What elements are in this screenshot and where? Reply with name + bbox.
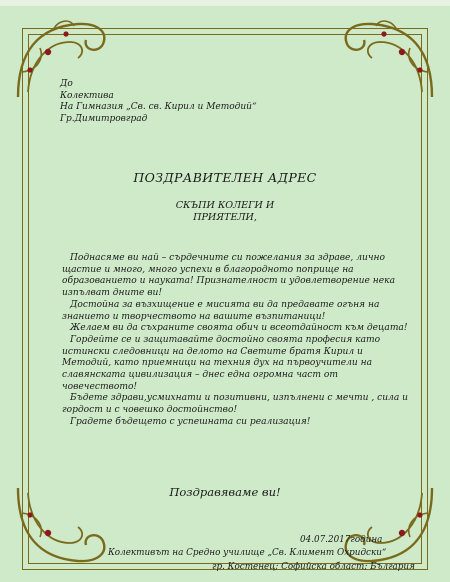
- salutation: [0, 200, 450, 224]
- body-paragraph: Поднасяме ви най – сърдечните си пожелания за здраве, лично щастие и много, много успехи в благородното поприще на образованието и науката! Признателност и удовлетворение нека изпълват дните ви!: [62, 253, 396, 299]
- body-paragraph: Достойна за възхищение е мисията ви да предавате огъня на знанието и творчеството на вашите възпитаници!: [62, 299, 380, 322]
- document-title: ПОЗДРАВИТЕЛЕН АДРЕС: [133, 170, 317, 185]
- signature-date: 04.07.2017година: [300, 535, 383, 545]
- body-paragraph: Бъдете здрави,усмихнати и позитивни, изпълнени с мечти , сила и гордост и с човешко достойнство!: [62, 393, 409, 416]
- body-paragraph: Градете бъдещето с успешната си реализация!: [70, 416, 311, 427]
- recipient-address: [60, 79, 257, 125]
- address-line: До: [60, 79, 73, 89]
- signature-sender: Колективът на Средно училище „Св. Климент Охридски“: [108, 548, 387, 558]
- letter-body: [62, 253, 412, 429]
- signature-location: гр. Костенец; Софийска област; България: [212, 562, 415, 572]
- closing-greeting: Поздравяваме ви!: [169, 485, 281, 499]
- address-line: На Гимназия „Св. св. Кирил и Методий“: [60, 102, 257, 113]
- salutation-line: ПРИЯТЕЛИ,: [193, 212, 257, 223]
- ornament-top-right-icon: [332, 12, 442, 107]
- address-line: Колектива: [60, 90, 114, 101]
- body-paragraph: Желаем ви да съхраните своята обич и всеотдайност към децата!: [70, 323, 408, 334]
- body-paragraph: Гордейте се и защитавайте достойно своята професия като истински следовници на делото на Светите братя Кирил и Методий, като приемници на техния дух на първоучители на славянската цивилизация – днес една огромна част от човечеството!: [62, 334, 381, 392]
- salutation-line: СКЪПИ КОЛЕГИ И: [175, 200, 275, 211]
- address-line: Гр.Димитровград: [60, 113, 148, 124]
